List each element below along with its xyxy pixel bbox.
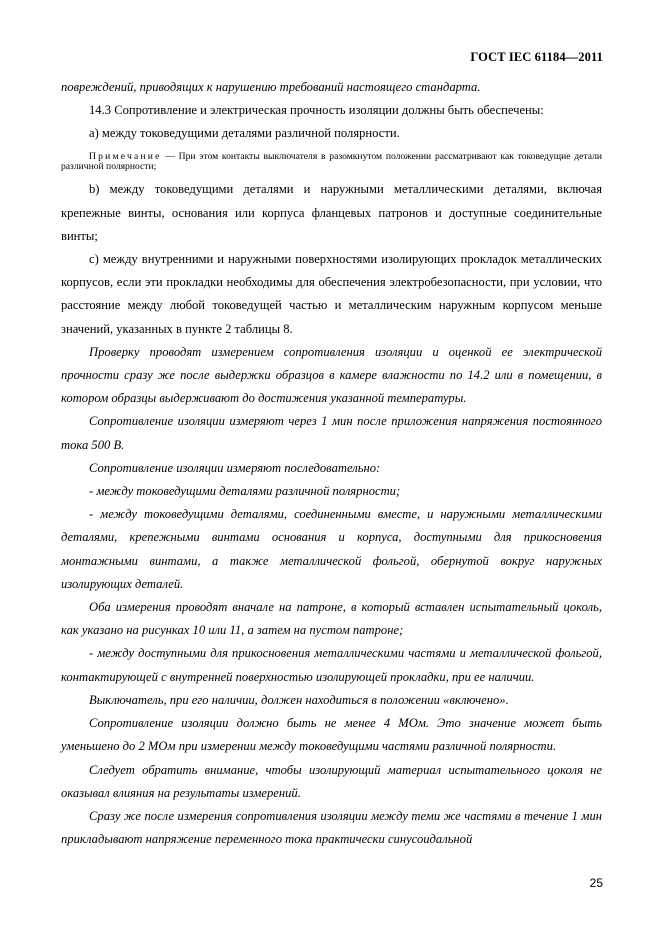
item-b: b) между токоведущими деталями и наружными металлическими деталями, включая крепежные винты, основания или корпуса фланцевых патронов и доступные соединительные винты; — [61, 182, 602, 243]
document-body — [61, 76, 602, 851]
measurement-sequence-intro: Сопротивление изоляции измеряют последовательно: — [89, 460, 381, 475]
note-text: — При этом контакты выключателя в разомкнутом положении рассматривают как токоведущие детали различной полярности; — [61, 150, 602, 173]
standard-id-header: ГОСТ IEC 61184—2011 — [470, 50, 603, 64]
measurement-item-1: - между токоведущими деталями различной полярности; — [89, 484, 401, 499]
voltage-test-paragraph: Сразу же после измерения сопротивления изоляции между теми же частями в течение 1 мин прикладывают напряжение переменного тока практически синусоидальной — [61, 808, 602, 847]
measurement-item-3: - между доступными для прикосновения металлическими частями и металлической фольгой, контактирующей с внутренней поверхностью изолирующей прокладки, при ее наличии. — [61, 646, 602, 684]
resistance-requirement-paragraph: Сопротивление изоляции должно быть не менее 4 МОм. Это значение может быть уменьшено до 2 МОм при измерении между токоведущими частями различной полярности. — [61, 716, 602, 754]
measurement-timing-paragraph: Сопротивление изоляции измеряют через 1 мин после приложения напряжения постоянного тока 500 В. — [61, 414, 602, 452]
note — [61, 152, 602, 173]
item-c: c) между внутренними и наружными поверхностями изолирующих прокладок металлических корпусов, если эти прокладки необходимы для обеспечения электробезопасности, при условии, что расстояние между любой токоведущей частью и металлическим наружным корпусом меньше значений, указанных в пункте 2 таблицы 8. — [61, 252, 602, 336]
both-measurements-paragraph: Оба измерения проводят вначале на патроне, в который вставлен испытательный цоколь, как указано на рисунках 10 или 11, а затем на пустом патроне; — [61, 600, 602, 638]
item-a: a) между токоведущими деталями различной полярности. — [89, 126, 400, 141]
attention-paragraph: Следует обратить внимание, чтобы изолирующий материал испытательного цоколя не оказывал влияния на результаты измерений. — [61, 762, 602, 800]
note-label: Примечание — [89, 150, 162, 162]
clause-14-3: 14.3 Сопротивление и электрическая прочность изоляции должны быть обеспечены: — [89, 103, 544, 118]
test-method-paragraph: Проверку проводят измерением сопротивления изоляции и оценкой ее электрической прочности сразу же после выдержки образцов в камере влажности по 14.2 или в помещении, в котором образцы выдерживают до достижения указанной температуры. — [61, 344, 602, 406]
page-number: 25 — [589, 876, 603, 890]
measurement-item-2: - между токоведущими деталями, соединенными вместе, и наружными металлическими деталями, крепежными винтами основания и корпуса, доступными для прикосновения монтажными винтами, а также металлической фольгой, обернутой вокруг наружных изолирующих деталей. — [61, 507, 602, 591]
switch-position-paragraph: Выключатель, при его наличии, должен находиться в положении «включено». — [89, 692, 509, 707]
paragraph-continuation: повреждений, приводящих к нарушению требований настоящего стандарта. — [61, 80, 481, 94]
